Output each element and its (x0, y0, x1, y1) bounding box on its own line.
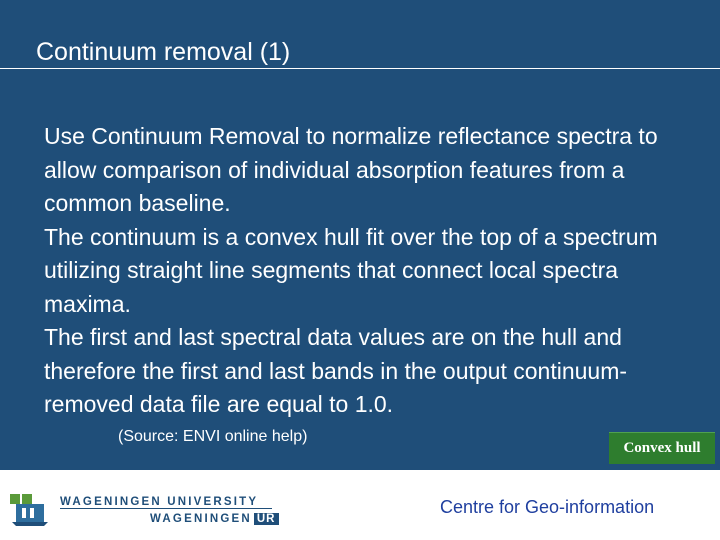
centre-name: Centre for Geo-information (440, 497, 655, 517)
slide-body (44, 120, 704, 422)
university-name: WAGENINGEN UNIVERSITY (60, 496, 259, 508)
body-paragraph: The first and last spectral data values are on the hull and therefore the first and last bands in the output continuum-removed data file are equal to 1.0. (44, 324, 628, 417)
ur-badge: UR (254, 513, 279, 525)
slide-title: Continuum removal (1) (36, 38, 291, 66)
body-paragraph: The continuum is a convex hull fit over the top of a spectrum utilizing straight line segments that connect local spectra maxima. (44, 223, 658, 317)
wageningen-logo-icon (8, 492, 52, 528)
university-ur-mark (150, 513, 279, 525)
source-citation: (Source: ENVI online help) (118, 428, 308, 445)
university-ur-text: WAGENINGEN (150, 513, 252, 525)
convex-hull-button[interactable]: Convex hull (609, 432, 715, 464)
university-divider (60, 508, 272, 509)
title-divider (0, 68, 720, 69)
body-paragraph: Use Continuum Removal to normalize reflectance spectra to allow comparison of individual absorption features from a common baseline. (44, 123, 658, 216)
